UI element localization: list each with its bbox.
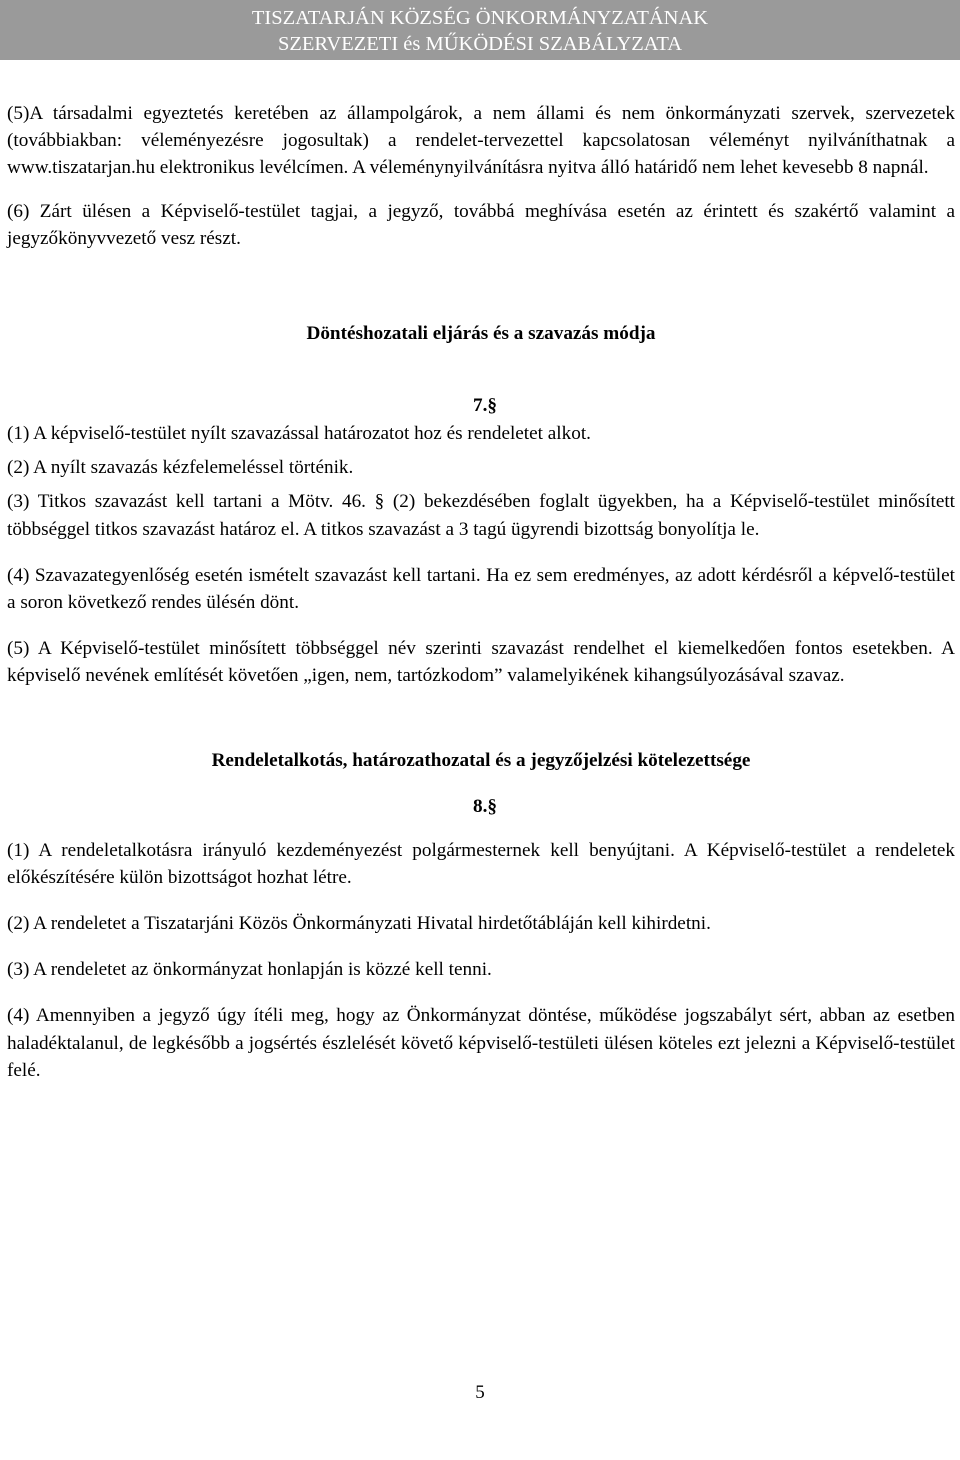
- section-8-title: Rendeletalkotás, határozathozatal és a jegyzőjelzési kötelezettsége: [211, 749, 751, 771]
- section-7-paragraph-4: (4) Szavazategyenlőség esetén ismételt szavazást kell tartani. Ha ez sem eredményes, az adott kérdésről a képvelő-testület a soron következő rendes ülésén dönt.: [7, 564, 955, 614]
- section-7-paragraph-5: (5) A Képviselő-testület minősített többséggel név szerinti szavazást rendelhet el kiemelkedően fontos esetekben. A képviselő nevének említését követően „igen, nem, tartózkodom” valamelyikének kihangsúlyozásával szavaz.: [7, 638, 955, 687]
- document-header: [0, 0, 960, 60]
- section-7-number: 7.§: [473, 395, 497, 417]
- section-7-paragraph-1: (1) A képviselő-testület nyílt szavazással határozatot hoz és rendeletet alkot.: [7, 423, 591, 445]
- section-7-paragraph-2: (2) A nyílt szavazás kézfelemeléssel történik.: [7, 457, 354, 479]
- section-8-paragraph-3: (3) A rendeletet az önkormányzat honlapján is közzé kell tenni.: [7, 959, 492, 981]
- document-body: [7, 100, 955, 1084]
- paragraph-intro-6: (6) Zárt ülésen a Képviselő-testület tagjai, a jegyző, továbbá meghívása esetén az érintett és szakértő valamint a jegyzőkönyvvezető vesz részt.: [7, 200, 955, 249]
- section-7-paragraph-3: (3) Titkos szavazást kell tartani a Mötv. 46. § (2) bekezdésében foglalt ügyekben, ha a Képviselő-testület minősített többséggel titkos szavazást határoz el. A titkos szavazást a 3 tagú ügyrendi bizottság bonyolítja le.: [7, 491, 955, 540]
- paragraph-intro-5: (5)A társadalmi egyeztetés keretében az állampolgárok, a nem állami és nem önkormányzati szervek, szervezetek (továbbiakban: véleményezésre jogosultak) a rendelet-tervezettel kapcsolatosan véleményt nyilváníthatnak a www.tiszatarjan.hu elektronikus levélcímen. A véleménynyilvánításra nyitva álló határidő nem lehet kevesebb 8 napnál.: [7, 103, 955, 179]
- section-7-title: Döntéshozatali eljárás és a szavazás módja: [306, 323, 656, 345]
- section-8-paragraph-1: (1) A rendeletalkotásra irányuló kezdeményezést polgármesternek kell benyújtani. A Képviselő-testület a rendeletek előkészítésére külön bizottságot hozhat létre.: [7, 839, 955, 888]
- page-number: 5: [475, 1382, 485, 1403]
- section-8-paragraph-2: (2) A rendeletet a Tiszatarjáni Közös Önkormányzati Hivatal hirdetőtábláján kell kihirdetni.: [7, 913, 711, 935]
- header-title-line1: TISZATARJÁN KÖZSÉG ÖNKORMÁNYZATÁNAK: [251, 7, 709, 29]
- header-title-line2: SZERVEZETI és MŰKÖDÉSI SZABÁLYZATA: [277, 33, 683, 55]
- section-8-paragraph-4: (4) Amennyiben a jegyző úgy ítéli meg, hogy az Önkormányzat döntése, működése jogszabályt sért, abban az esetben haladéktalanul, de legkésőbb a jogsértés észlelését követő képviselő-testületi ülésen köteles ezt jelezni a Képviselő-testület felé.: [7, 1005, 955, 1081]
- section-8-number: 8.§: [473, 795, 497, 817]
